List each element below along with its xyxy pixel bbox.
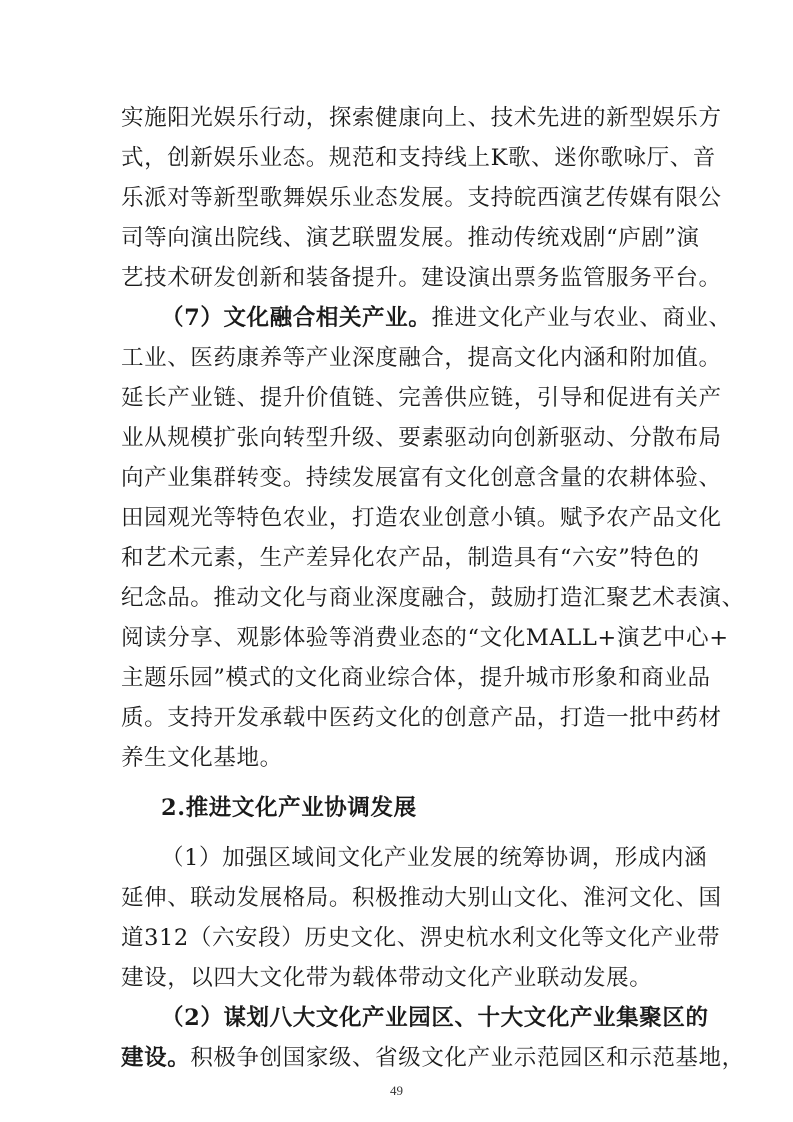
paragraph-first-line: （1）加强区域间文化产业发展的统筹协调，形成内涵 [161, 845, 708, 871]
text-line: 式，创新娱乐业态。规范和支持线上K歌、迷你歌咏厅、音 [121, 145, 716, 171]
text-line: 养生文化基地。 [121, 745, 283, 771]
section-heading: 2.推进文化产业协调发展 [161, 795, 417, 821]
text-line: 延长产业链、提升价值链、完善供应链，引导和促进有关产 [121, 385, 722, 411]
page-number: 49 [390, 1083, 403, 1098]
paragraph-line [121, 1043, 745, 1073]
text-line: 田园观光等特色农业，打造农业创意小镇。赋予农产品文化 [121, 505, 722, 531]
paragraph-first-line [161, 303, 732, 333]
paragraph-text: 推进文化产业与农业、商业、 [431, 305, 732, 331]
paragraph-title-end: 建设。 [121, 1045, 191, 1071]
text-line: 道312（六安段）历史文化、淠史杭水利文化等文化产业带 [121, 925, 721, 951]
text-line: 主题乐园”模式的文化商业综合体，提升城市形象和商业品 [121, 665, 711, 691]
paragraph-text: 积极争创国家级、省级文化产业示范园区和示范基地， [190, 1045, 745, 1071]
text-line: 建设，以四大文化带为载体带动文化产业联动发展。 [121, 965, 653, 991]
text-line: 和艺术元素，生产差异化农产品，制造具有“六安”特色的 [121, 545, 700, 571]
text-line: 业从规模扩张向转型升级、要素驱动向创新驱动、分散布局 [121, 425, 722, 451]
text-line: 阅读分享、观影体验等消费业态的“文化MALL+演艺中心+ [121, 625, 729, 651]
text-line: 向产业集群转变。持续发展富有文化创意含量的农耕体验、 [121, 465, 722, 491]
paragraph-title: （7）文化融合相关产业。 [161, 305, 432, 331]
text-line: 司等向演出院线、演艺联盟发展。推动传统戏剧“庐剧”演 [121, 225, 700, 251]
text-line: 工业、医药康养等产业深度融合，提高文化内涵和附加值。 [121, 345, 722, 371]
paragraph-title: （2）谋划八大文化产业园区、十大文化产业集聚区的 [161, 1005, 709, 1031]
text-line: 纪念品。推动文化与商业深度融合，鼓励打造汇聚艺术表演、 [121, 585, 745, 611]
text-line: 质。支持开发承载中医药文化的创意产品，打造一批中药材 [121, 705, 722, 731]
text-line: 艺技术研发创新和装备提升。建设演出票务监管服务平台。 [121, 265, 722, 291]
text-line: 延伸、联动发展格局。积极推动大别山文化、淮河文化、国 [121, 885, 722, 911]
text-line: 乐派对等新型歌舞娱乐业态发展。支持皖西演艺传媒有限公 [121, 185, 722, 211]
text-line: 实施阳光娱乐行动，探索健康向上、技术先进的新型娱乐方 [121, 105, 722, 131]
